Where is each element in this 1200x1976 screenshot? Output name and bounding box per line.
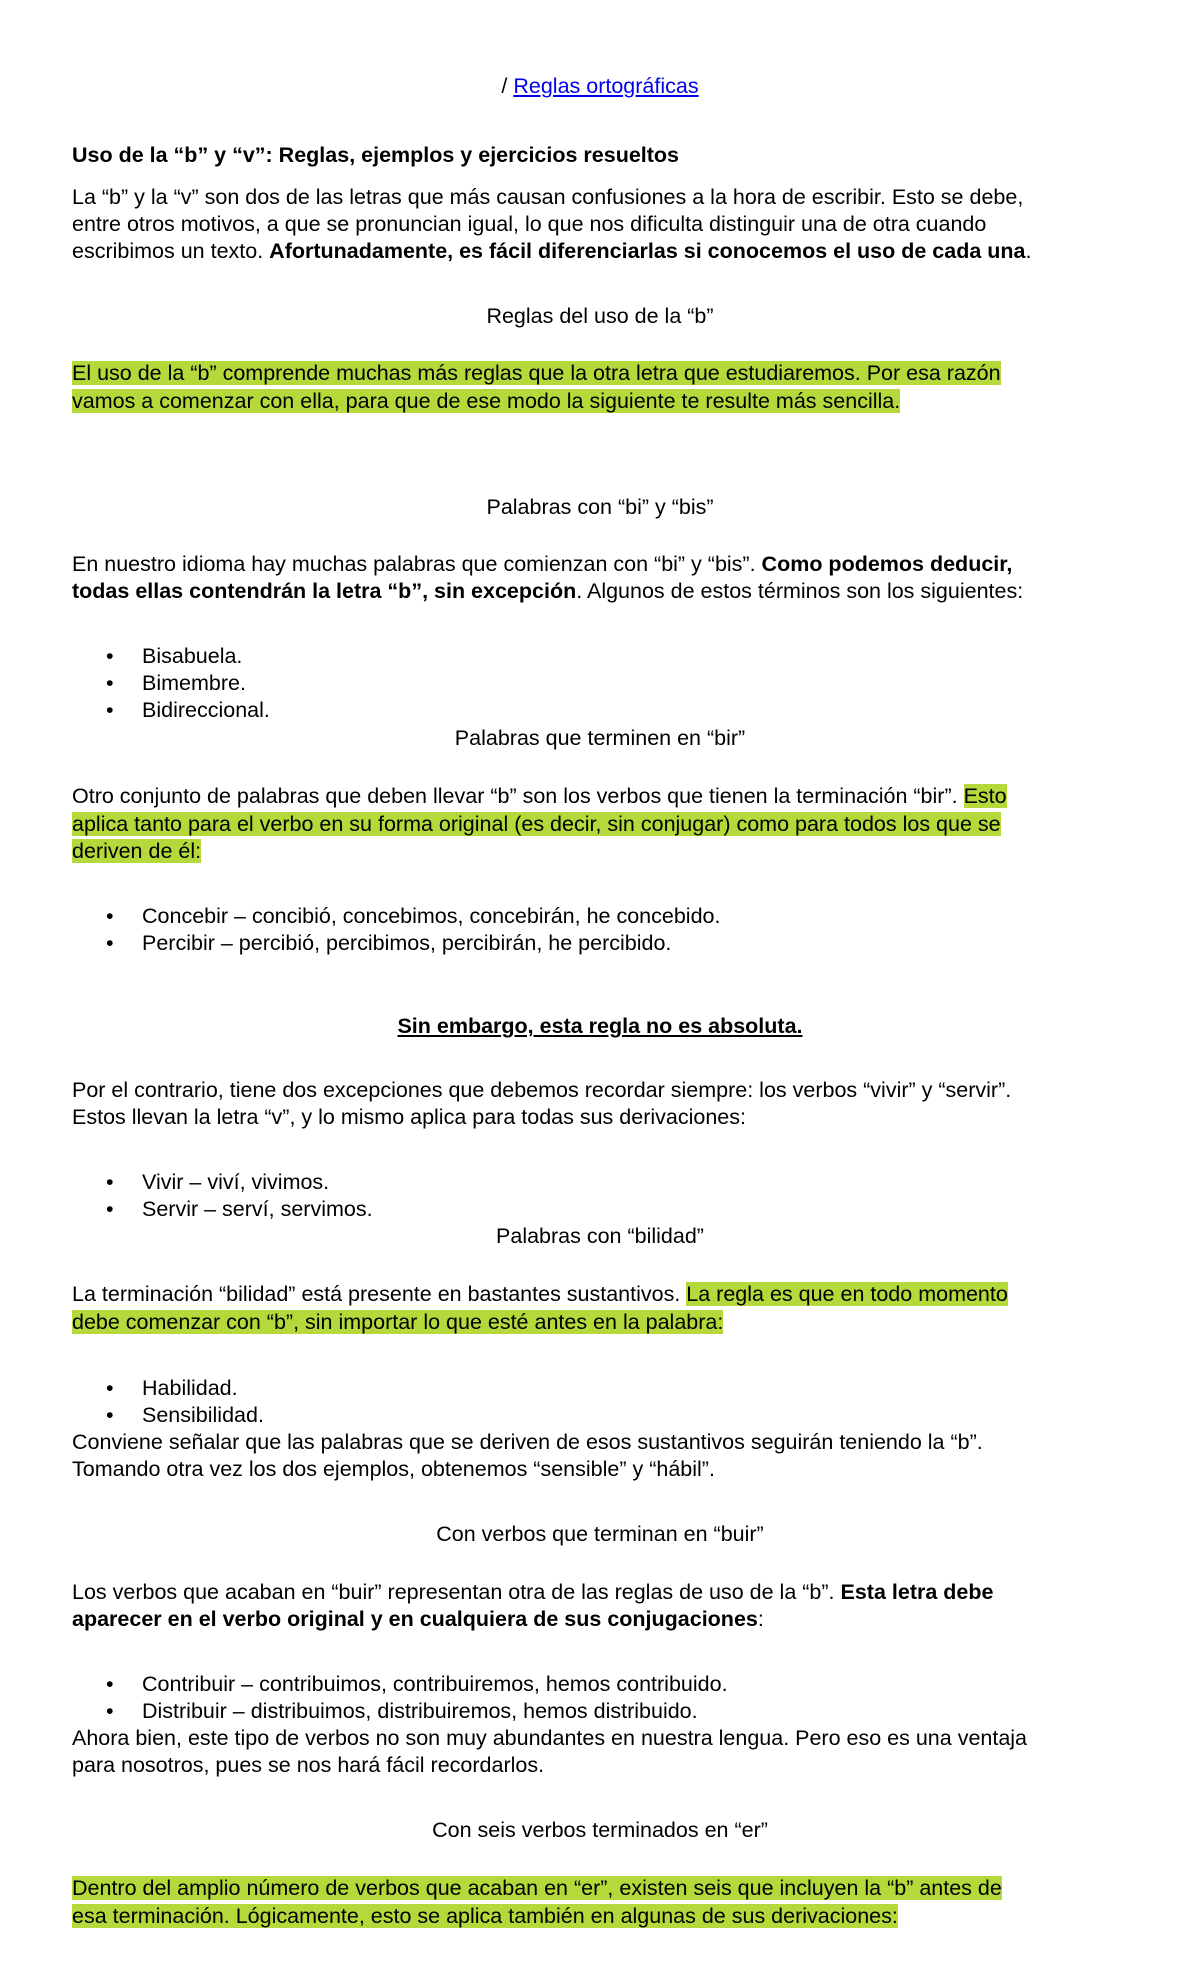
bi-bis-line-1	[72, 550, 1012, 578]
buir-bold-text-2: aparecer en el verbo original y en cualquiera de sus conjugaciones	[72, 1607, 758, 1631]
bi-bis-line-2	[72, 577, 1023, 605]
bi-bis-text: En nuestro idioma hay muchas palabras que comienzan con “bi” y “bis”.	[72, 552, 762, 576]
conviene-line-2: Tomando otra vez los dos ejemplos, obtenemos “sensible” y “hábil”.	[72, 1457, 715, 1481]
highlighted-text: El uso de la “b” comprende muchas más reglas que la otra letra que estudiaremos. Por esa razón	[72, 361, 1001, 385]
highlighted-text: debe comenzar con “b”, sin importar lo que esté antes en la palabra:	[72, 1310, 724, 1334]
bi-bis-bold-text: Como podemos deducir,	[761, 552, 1013, 576]
bilidad-line-2	[72, 1308, 723, 1336]
page-title: Uso de la “b” y “v”: Reglas, ejemplos y ejercicios resueltos	[72, 143, 680, 167]
reglas-b-line-1	[72, 359, 1001, 387]
intro-line-2: entre otros motivos, a que se pronuncian igual, lo que nos dificulta distinguir una de otra cuando	[72, 212, 987, 236]
bilidad-line-1	[72, 1280, 1008, 1308]
heading-er: Con seis verbos terminados en “er”	[432, 1818, 768, 1842]
bi-bis-text-2: . Algunos de estos términos son los siguientes:	[576, 579, 1024, 603]
bir-line-3	[72, 837, 201, 865]
bilidad-text: La terminación “bilidad” está presente en bastantes sustantivos.	[72, 1282, 687, 1306]
buir-line-1	[72, 1578, 993, 1606]
breadcrumb-link-reglas[interactable]: Reglas ortográficas	[513, 74, 699, 98]
highlighted-text: aplica tanto para el verbo en su forma original (es decir, sin conjugar) como para todos los que se	[72, 812, 1001, 836]
conviene-line-1: Conviene señalar que las palabras que se deriven de esos sustantivos seguirán teniendo la “b”.	[72, 1430, 983, 1454]
heading-bilidad: Palabras con “bilidad”	[496, 1224, 704, 1248]
buir-bold-text: Esta letra debe	[840, 1580, 994, 1604]
heading-bi-bis: Palabras con “bi” y “bis”	[486, 495, 714, 519]
bir-text: Otro conjunto de palabras que deben llevar “b” son los verbos que tienen la terminación “bir”.	[72, 784, 964, 808]
highlighted-text: vamos a comenzar con ella, para que de ese modo la siguiente te resulte más sencilla.	[72, 389, 901, 413]
heading-reglas-b: Reglas del uso de la “b”	[486, 304, 714, 328]
document-page: / Reglas ortográficas Uso de la “b” y “v”: Reglas, ejemplos y ejercicios resueltos La “b” y la “v” son dos de las letras que más causan confusiones a la hora de escribir. Esto se debe, entre otros motivos, a que se pronuncian igual, lo que nos dificulta distinguir una de otra cuando escribimos un texto. Afortunadamente, es fácil diferenciarlas si conocemos el uso de cada una. Reglas del uso de la “b” El uso de la “b” comprende muchas más reglas que la otra letra que estudiaremos. Por esa razón vamos a comenzar con ella, para que de ese modo la siguiente te resulte más sencilla. Palabras con “bi” y “bis” En nuestro idioma hay muchas palabras que comienzan con “bi” y “bis”. Como podemos deducir, todas ellas contendrán la letra “b”, sin excepción. Algunos de estos términos son los siguientes: Bisabuela. Bimembre. Bidireccional. Palabras que terminen en “bir” Otro conjunto de palabras que deben llevar “b” son los verbos que tienen la terminación “bir”. Esto aplica tanto para el verbo en su forma original (es decir, sin conjugar) como para todos los que se deriven de él: Concebir – concibió, concebimos, concebirán, he concebido. Percibir – percibió, percibimos, percibirán, he percibido. Sin embargo, esta regla no es absoluta. Por el contrario, tiene dos excepciones que debemos recordar siempre: los verbos “vivir” y “servir”. Estos llevan la letra “v”, y lo mismo aplica para todas sus derivaciones: Vivir – viví, vivimos. Servir – serví, servimos. Palabras con “bilidad” La terminación “bilidad” está presente en bastantes sustantivos. La regla es que en todo momento debe comenzar con “b”, sin importar lo que esté antes en la palabra: Habilidad. Sensibilidad. Conviene señalar que las palabras que se deriven de esos sustantivos seguirán teniendo la “b”. Tomando otra vez los dos ejemplos, obtenemos “sensible” y “hábil”. Con verbos que terminan en “buir” Los verbos que acaban en “buir” representan otra de las reglas de uso de la “b”. Esta letra debe aparecer en el verbo original y en cualquiera de sus conjugaciones: Contribuir – contribuimos, contribuiremos, hemos contribuido. Distribuir – distribuimos, distribuiremos, hemos distribuido. Ahora bien, este tipo de verbos no son muy abundantes en nuestra lengua. Pero eso es una ventaja para nosotros, pues se nos hará fácil recordarlos. Con seis verbos terminados en “er” Dentro del amplio número de verbos que acaban en “er”, existen seis que incluyen la “b” antes de esa terminación. Lógicamente, esto se aplica también en algunas de sus derivaciones:	[0, 0, 1200, 1976]
excepciones-line-2: Estos llevan la letra “v”, y lo mismo aplica para todas sus derivaciones:	[72, 1105, 746, 1129]
heading-buir: Con verbos que terminan en “buir”	[436, 1522, 764, 1546]
highlighted-text: esa terminación. Lógicamente, esto se aplica también en algunas de sus derivaciones:	[72, 1904, 898, 1928]
sin-embargo-heading: Sin embargo, esta regla no es absoluta.	[397, 1014, 803, 1038]
breadcrumb-separator: /	[501, 74, 508, 98]
heading-bir: Palabras que terminen en “bir”	[454, 726, 746, 750]
intro-bold-text: Afortunadamente, es fácil diferenciarlas si conocemos el uso de cada una	[269, 239, 1026, 263]
bir-line-1	[72, 782, 1007, 810]
highlighted-text: Dentro del amplio número de verbos que acaban en “er”, existen seis que incluyen la “b” antes de	[72, 1876, 1002, 1900]
reglas-b-line-2	[72, 387, 900, 415]
buir-line-2	[72, 1605, 764, 1633]
er-line-1	[72, 1874, 1002, 1902]
er-line-2	[72, 1902, 898, 1930]
intro-line-3	[72, 237, 1032, 265]
ahora-line-2: para nosotros, pues se nos hará fácil recordarlos.	[72, 1753, 545, 1777]
bi-bis-bold-text-2: todas ellas contendrán la letra “b”, sin excepción	[72, 579, 577, 603]
intro-line-1: La “b” y la “v” son dos de las letras que más causan confusiones a la hora de escribir. Esto se debe,	[72, 185, 1024, 209]
highlighted-text: La regla es que en todo momento	[686, 1282, 1008, 1306]
ahora-line-1: Ahora bien, este tipo de verbos no son muy abundantes en nuestra lengua. Pero eso es una ventaja	[72, 1726, 1028, 1750]
breadcrumb	[0, 72, 1200, 100]
bir-line-2	[72, 810, 1001, 838]
intro-period: .	[1025, 239, 1032, 263]
buir-colon: :	[757, 1607, 764, 1631]
buir-text: Los verbos que acaban en “buir” representan otra de las reglas de uso de la “b”.	[72, 1580, 841, 1604]
intro-text: escribimos un texto.	[72, 239, 270, 263]
highlighted-text: Esto	[963, 784, 1007, 808]
highlighted-text: deriven de él:	[72, 839, 202, 863]
excepciones-line-1: Por el contrario, tiene dos excepciones que debemos recordar siempre: los verbos “vivir” y “servir”.	[72, 1078, 1012, 1102]
